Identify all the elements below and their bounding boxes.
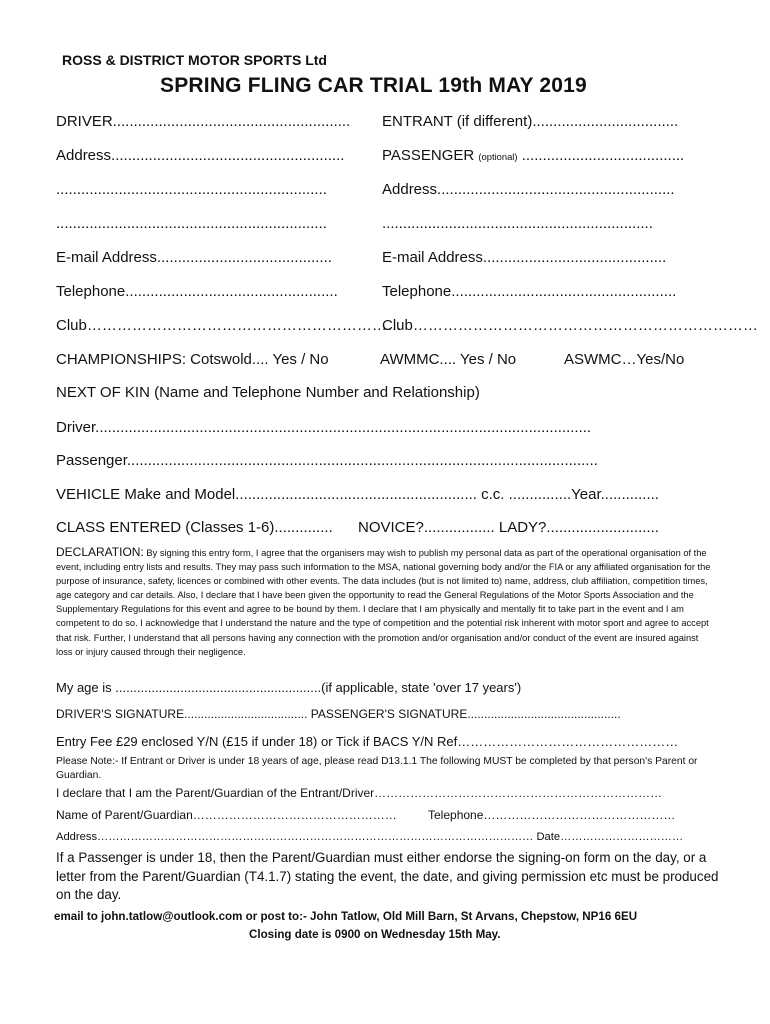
- parent-address-field[interactable]: Address……………………………………………………………………………………………………… Date……………………………: [56, 831, 684, 843]
- next-of-kin-passenger-field[interactable]: Passenger.................................................................................................................: [56, 452, 598, 469]
- driver-telephone-field[interactable]: Telephone...................................................: [56, 283, 338, 300]
- contact-details: email to john.tatlow@outlook.com or post to:- John Tatlow, Old Mill Barn, St Arvans, Chepstow, NP16 6EU: [54, 910, 638, 923]
- under-18-note: Please Note:- If Entrant or Driver is under 18 years of age, please read D13.1.1 The following MUST be completed by that person's Parent or Guardian.: [56, 756, 698, 781]
- passenger-club-field[interactable]: Club……………………………………………………………: [382, 317, 758, 334]
- championship-cotswold[interactable]: CHAMPIONSHIPS: Cotswold.... Yes / No: [56, 351, 329, 368]
- passenger-telephone-field[interactable]: Telephone......................................................: [382, 283, 677, 300]
- signature-line[interactable]: DRIVER'S SIGNATURE..................................... PASSENGER'S SIGNATURE..............................................: [56, 707, 621, 721]
- driver-club-field[interactable]: Club………………………………………………………: [56, 317, 402, 334]
- passenger-field[interactable]: [382, 147, 684, 164]
- age-field[interactable]: My age is .........................................................(if applicable, state 'over 17 years'): [56, 680, 522, 695]
- parent-declaration-line[interactable]: I declare that I am the Parent/Guardian of the Entrant/Driver………………………………………………………………: [56, 786, 663, 800]
- entrant-field[interactable]: ENTRANT (if different)...................................: [382, 113, 679, 130]
- parent-telephone-field[interactable]: Telephone…………………………………………: [428, 808, 676, 822]
- class-entered-field[interactable]: CLASS ENTERED (Classes 1-6)..............: [56, 519, 333, 536]
- driver-address-line-3[interactable]: .................................................................: [56, 215, 327, 232]
- driver-address-field[interactable]: Address........................................................: [56, 147, 345, 164]
- parent-name-field[interactable]: Name of Parent/Guardian……………………………………………: [56, 808, 397, 822]
- passenger-address-field[interactable]: Address.........................................................: [382, 181, 675, 198]
- vehicle-field[interactable]: VEHICLE Make and Model.......................................................... c.c. ...............Year..............: [56, 486, 659, 503]
- driver-email-field[interactable]: E-mail Address..........................................: [56, 249, 332, 266]
- declaration-body: By signing this entry form, I agree that the organisers may wish to publish my personal data as part of the operational organisation of the event, including entry lists and results. They may pass such information to the MSA, national governing body and/or the FIA or any affiliated organisation for the purpose of insurance, safety, licences or combined with other events. The data includes (but is not limited to) name, address, club affiliation, competition times, age category and car details. Also, I declare that I have been given the opportunity to read the General Regulations of the Motor Sports Association and the Supplementary Regulations for this event and agree to be bound by them. I declare that I am physically and mentally fit to take part in the event and I am competent to do so. I acknowledge that I understand the nature and the type of competition and the potential risk inherent with motor sport and agree to accept that risk. Further, I understand that all persons having any connection with the promotion and/or organisation and/or conduct of the event are insured against loss or injury caused through their negligence.: [56, 548, 711, 657]
- declaration-lead: DECLARATION:: [56, 545, 144, 559]
- passenger-address-line-2[interactable]: .................................................................: [382, 215, 653, 232]
- driver-address-line-2[interactable]: .................................................................: [56, 181, 327, 198]
- passenger-under-18-paragraph: If a Passenger is under 18, then the Parent/Guardian must either endorse the signing-on form on the day, or a letter from the Parent/Guardian (T4.1.7) stating the event, the date, and giving permission etc must be produced on the day.: [56, 850, 719, 902]
- passenger-label: PASSENGER: [382, 147, 475, 164]
- entry-fee-line[interactable]: Entry Fee £29 enclosed Y/N (£15 if under 18) or Tick if BACS Y/N Ref……………………………………………: [56, 734, 679, 749]
- next-of-kin-driver-field[interactable]: Driver.......................................................................................................................: [56, 419, 592, 436]
- passenger-dots: .......................................: [521, 147, 685, 164]
- championship-awmmc[interactable]: AWMMC.... Yes / No: [380, 351, 517, 368]
- declaration-text: [56, 545, 716, 659]
- next-of-kin-heading: NEXT OF KIN (Name and Telephone Number and Relationship): [56, 384, 480, 401]
- championship-aswmc[interactable]: ASWMC…Yes/No: [564, 351, 685, 368]
- form-title: SPRING FLING CAR TRIAL 19th MAY 2019: [160, 74, 587, 97]
- passenger-optional-label: (optional): [478, 151, 518, 162]
- organisation-name: ROSS & DISTRICT MOTOR SPORTS Ltd: [62, 52, 327, 68]
- closing-date: Closing date is 0900 on Wednesday 15th May.: [249, 928, 501, 941]
- novice-lady-field[interactable]: NOVICE?................. LADY?...........................: [358, 519, 659, 536]
- passenger-email-field[interactable]: E-mail Address............................................: [382, 249, 667, 266]
- driver-field[interactable]: DRIVER.........................................................: [56, 113, 351, 130]
